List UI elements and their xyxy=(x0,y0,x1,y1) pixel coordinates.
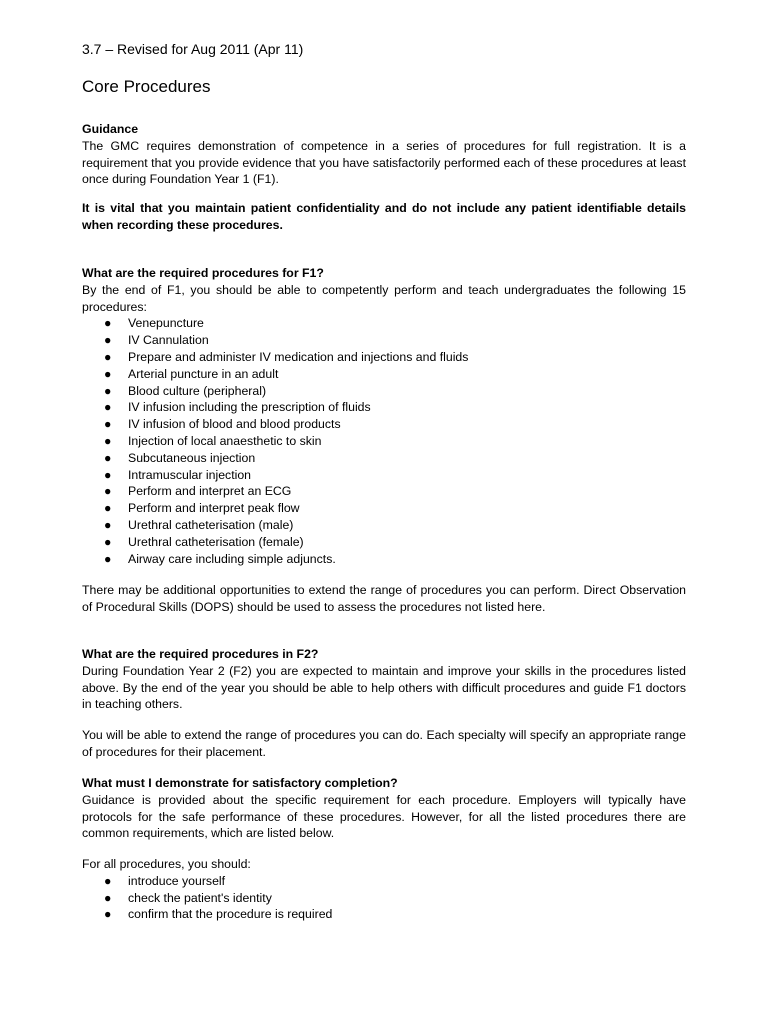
bullet-icon: ● xyxy=(104,907,112,922)
list-item xyxy=(82,366,686,383)
list-item xyxy=(82,416,686,433)
list-item xyxy=(82,315,686,332)
bullet-icon: ● xyxy=(104,349,112,364)
list-item-text: Intramuscular injection xyxy=(128,467,252,482)
list-item xyxy=(82,349,686,366)
requirements-list xyxy=(82,873,686,923)
list-item-text: IV infusion of blood and blood products xyxy=(128,417,341,432)
bullet-icon: ● xyxy=(104,333,112,348)
document-title: Core Procedures xyxy=(82,77,211,96)
list-item xyxy=(82,332,686,349)
list-item xyxy=(82,534,686,551)
list-item-text: Urethral catheterisation (female) xyxy=(128,534,304,549)
bullet-icon: ● xyxy=(104,551,112,566)
bullet-icon: ● xyxy=(104,433,112,448)
f1-extra-paragraph: There may be additional opportunities to extend the range of procedures you can perform. Direct Observation of Procedural Skills (DOPS) should be used to assess the procedures not listed here. xyxy=(82,583,686,614)
f1-extra-section xyxy=(82,582,686,616)
list-item-text: Venepuncture xyxy=(128,316,204,331)
f1-heading: What are the required procedures for F1? xyxy=(82,266,324,280)
list-item xyxy=(82,399,686,416)
list-item xyxy=(82,483,686,500)
bullet-icon: ● xyxy=(104,534,112,549)
bullet-icon: ● xyxy=(104,366,112,381)
bullet-icon: ● xyxy=(104,383,112,398)
list-item-text: IV Cannulation xyxy=(128,333,209,348)
f1-intro: By the end of F1, you should be able to competently perform and teach undergraduates the following 15 procedures: xyxy=(82,282,686,314)
list-item-text: introduce yourself xyxy=(128,873,226,888)
confidentiality-warning: It is vital that you maintain patient confidentiality and do not include any patient identifiable details when recording these procedures. xyxy=(82,201,686,232)
list-item-text: Airway care including simple adjuncts. xyxy=(128,551,336,566)
guidance-section xyxy=(82,121,686,188)
all-procedures-intro: For all procedures, you should: xyxy=(82,857,251,871)
f2-extend-section xyxy=(82,727,686,761)
list-item-text: Prepare and administer IV medication and injections and fluids xyxy=(128,349,469,364)
list-item xyxy=(82,551,686,568)
list-item xyxy=(82,906,686,923)
f2-section xyxy=(82,646,686,713)
revision-line: 3.7 – Revised for Aug 2011 (Apr 11) xyxy=(82,41,304,57)
list-item xyxy=(82,467,686,484)
list-item-text: Arterial puncture in an adult xyxy=(128,366,279,381)
list-item xyxy=(82,383,686,400)
f2-paragraph-1: During Foundation Year 2 (F2) you are expected to maintain and improve your skills in the procedures listed above. By the end of the year you should be able to help others with difficult procedures and guide F1 doctors in teaching others. xyxy=(82,663,686,712)
guidance-paragraph: The GMC requires demonstration of competence in a series of procedures for full registration. It is a requirement that you provide evidence that you have satisfactorily performed each of these procedures at least once during Foundation Year 1 (F1). xyxy=(82,138,686,187)
list-item xyxy=(82,433,686,450)
bullet-icon: ● xyxy=(104,890,112,905)
confidentiality-warning-section xyxy=(82,200,686,234)
bullet-icon: ● xyxy=(104,467,112,482)
completion-heading: What must I demonstrate for satisfactory completion? xyxy=(82,776,398,790)
list-item-text: confirm that the procedure is required xyxy=(128,907,333,922)
list-item xyxy=(82,450,686,467)
bullet-icon: ● xyxy=(104,400,112,415)
list-item-text: IV infusion including the prescription of fluids xyxy=(128,400,371,415)
list-item-text: Subcutaneous injection xyxy=(128,450,256,465)
f1-section xyxy=(82,265,686,567)
bullet-icon: ● xyxy=(104,517,112,532)
completion-paragraph: Guidance is provided about the specific requirement for each procedure. Employers will typically have protocols for the safe performance of these procedures. However, for all the listed procedures there are common requirements, which are listed below. xyxy=(82,792,686,841)
list-item xyxy=(82,500,686,517)
list-item-text: Urethral catheterisation (male) xyxy=(128,517,294,532)
f1-procedure-list xyxy=(82,315,686,567)
list-item-text: Perform and interpret an ECG xyxy=(128,484,292,499)
bullet-icon: ● xyxy=(104,484,112,499)
bullet-icon: ● xyxy=(104,316,112,331)
list-item xyxy=(82,890,686,907)
list-item-text: check the patient's identity xyxy=(128,890,272,905)
list-item-text: Injection of local anaesthetic to skin xyxy=(128,433,322,448)
list-item xyxy=(82,873,686,890)
bullet-icon: ● xyxy=(104,873,112,888)
completion-section xyxy=(82,775,686,842)
f2-paragraph-2: You will be able to extend the range of procedures you can do. Each specialty will specify an appropriate range of procedures for their placement. xyxy=(82,728,686,759)
bullet-icon: ● xyxy=(104,501,112,516)
bullet-icon: ● xyxy=(104,450,112,465)
list-item-text: Blood culture (peripheral) xyxy=(128,383,267,398)
list-item xyxy=(82,517,686,534)
all-procedures-section xyxy=(82,856,686,923)
list-item-text: Perform and interpret peak flow xyxy=(128,501,300,516)
guidance-heading: Guidance xyxy=(82,122,139,136)
bullet-icon: ● xyxy=(104,417,112,432)
f2-heading: What are the required procedures in F2? xyxy=(82,647,319,661)
